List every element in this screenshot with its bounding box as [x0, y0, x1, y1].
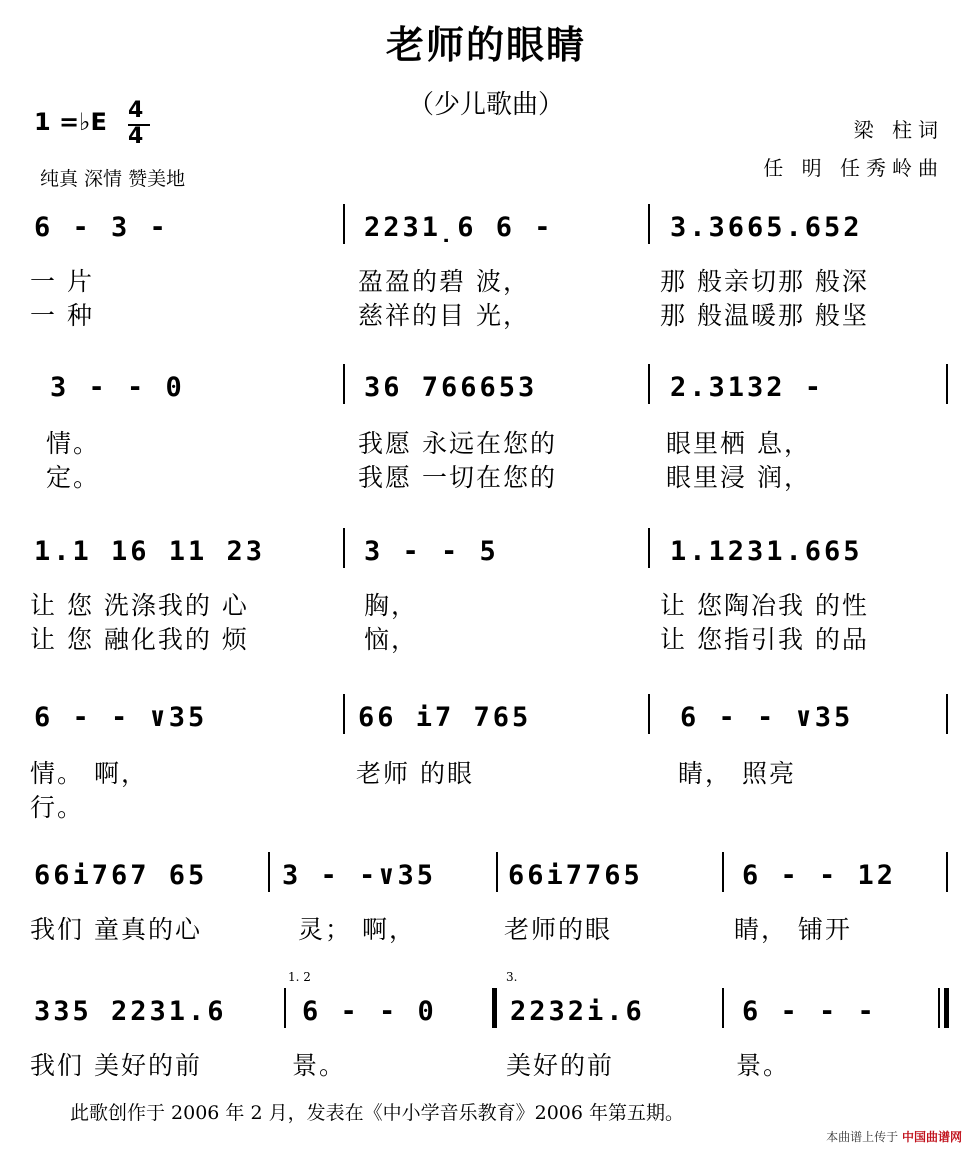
measure-notes: 3.3665.652 [670, 212, 863, 243]
measure-notes: 36 766653 [364, 372, 538, 403]
lyric-verse-2: 一 种 [30, 301, 94, 330]
measure-notes: 2232i.6 [510, 996, 645, 1027]
bar-line [343, 204, 345, 244]
lyric-verse-1: 让 您 洗涤我的 心 [30, 591, 249, 620]
lyric-verse-1: 一 片 [30, 267, 94, 296]
bar-line [268, 852, 270, 892]
lyric-verse-2: 慈祥的目 光， [358, 301, 530, 330]
lyric-verse-2: 让 您指引我 的品 [660, 625, 869, 654]
bar-line [343, 694, 345, 734]
publication-note: 此歌创作于 2006 年 2 月，发表在《中小学音乐教育》2006 年第五期。 [70, 1102, 684, 1124]
lyric-verse-1: 胸， [364, 591, 419, 620]
meter-divider [128, 124, 150, 126]
lyric-verse-2: 定。 [46, 463, 101, 492]
lyricist-credit: 梁 柱词 [853, 118, 944, 142]
lyric-verse-1: 景。 [736, 1051, 791, 1080]
lyric-verse-1: 情。 啊， [30, 759, 148, 788]
lyric-verse-2: 恼， [364, 625, 419, 654]
song-title: 老师的眼睛 [385, 22, 586, 67]
final-thin-barline [938, 988, 940, 1028]
lyric-verse-2: 我愿 一切在您的 [358, 463, 557, 492]
lyric-verse-1: 老师 的眼 [356, 759, 474, 788]
bar-line [343, 364, 345, 404]
meter-top: 4 [128, 98, 144, 123]
bar-line [946, 364, 948, 404]
measure-notes: 66i7765 [508, 860, 643, 891]
watermark-site: 中国曲谱网 [901, 1130, 962, 1144]
lyric-verse-1: 老师的眼 [504, 915, 613, 944]
bar-line [722, 988, 724, 1028]
lyric-verse-1: 我们 童真的心 [30, 915, 202, 944]
lyric-verse-1: 灵； 啊， [298, 915, 416, 944]
bar-line [722, 852, 724, 892]
volta-first-ending: 1. 2 [288, 970, 311, 984]
bar-line [648, 694, 650, 734]
composer-credit: 任 明 任秀岭曲 [763, 156, 944, 180]
lyric-verse-1: 景。 [292, 1051, 347, 1080]
measure-notes: 2231̣6 6 - [364, 212, 554, 243]
bar-line [284, 988, 286, 1028]
lyric-verse-1: 睛， 照亮 [678, 759, 796, 788]
lyric-verse-1: 美好的前 [506, 1051, 615, 1080]
measure-notes: 6 - 3 - [34, 212, 169, 243]
lyric-verse-1: 盈盈的碧 波， [358, 267, 530, 296]
measure-notes: 6 - - ∨35 [34, 702, 208, 733]
lyric-verse-1: 我们 美好的前 [30, 1051, 202, 1080]
bar-line [343, 528, 345, 568]
measure-notes: 6 - - 12 [742, 860, 897, 891]
expression-marking: 纯真 深情 赞美地 [40, 168, 186, 190]
bar-line [648, 204, 650, 244]
lyric-verse-2: 那 般温暖那 般坚 [660, 301, 869, 330]
lyric-verse-1: 情。 [46, 429, 101, 458]
key-signature: 1 =♭E [34, 108, 107, 136]
bar-line [496, 852, 498, 892]
measure-notes: 66 i7 765 [358, 702, 532, 733]
bar-line [648, 528, 650, 568]
measure-notes: 2.3132 - [670, 372, 825, 403]
measure-notes: 1.1 16 11 23 [34, 536, 266, 567]
meter-bottom: 4 [128, 124, 144, 149]
measure-notes: 66i767 65 [34, 860, 208, 891]
lyric-verse-1: 睛， 铺开 [734, 915, 852, 944]
measure-notes: 6 - - - [742, 996, 877, 1027]
watermark-prefix: 本曲谱上传于 [826, 1130, 899, 1144]
measure-notes: 1.1231.665 [670, 536, 863, 567]
measure-notes: 3 - - 5 [364, 536, 499, 567]
bar-line [648, 364, 650, 404]
bar-line [946, 694, 948, 734]
lyric-verse-1: 眼里栖 息， [666, 429, 811, 458]
lyric-verse-1: 那 般亲切那 般深 [660, 267, 869, 296]
time-signature [128, 98, 143, 150]
lyric-verse-1: 我愿 永远在您的 [358, 429, 557, 458]
lyric-verse-2: 眼里浸 润， [666, 463, 811, 492]
measure-notes: 335 2231.6 [34, 996, 227, 1027]
lyric-verse-2: 行。 [30, 793, 85, 822]
repeat-end-barline [492, 988, 497, 1028]
measure-notes: 3 - - 0 [50, 372, 185, 403]
lyric-verse-1: 让 您陶冶我 的性 [660, 591, 869, 620]
measure-notes: 3 - -∨35 [282, 860, 437, 891]
song-subtitle: （少儿歌曲） [407, 90, 564, 120]
volta-third-ending: 3. [506, 970, 518, 984]
bar-line [946, 852, 948, 892]
final-thick-barline [944, 988, 949, 1028]
site-watermark [826, 1128, 962, 1145]
measure-notes: 6 - - ∨35 [680, 702, 854, 733]
measure-notes: 6 - - 0 [302, 996, 437, 1027]
lyric-verse-2: 让 您 融化我的 烦 [30, 625, 249, 654]
